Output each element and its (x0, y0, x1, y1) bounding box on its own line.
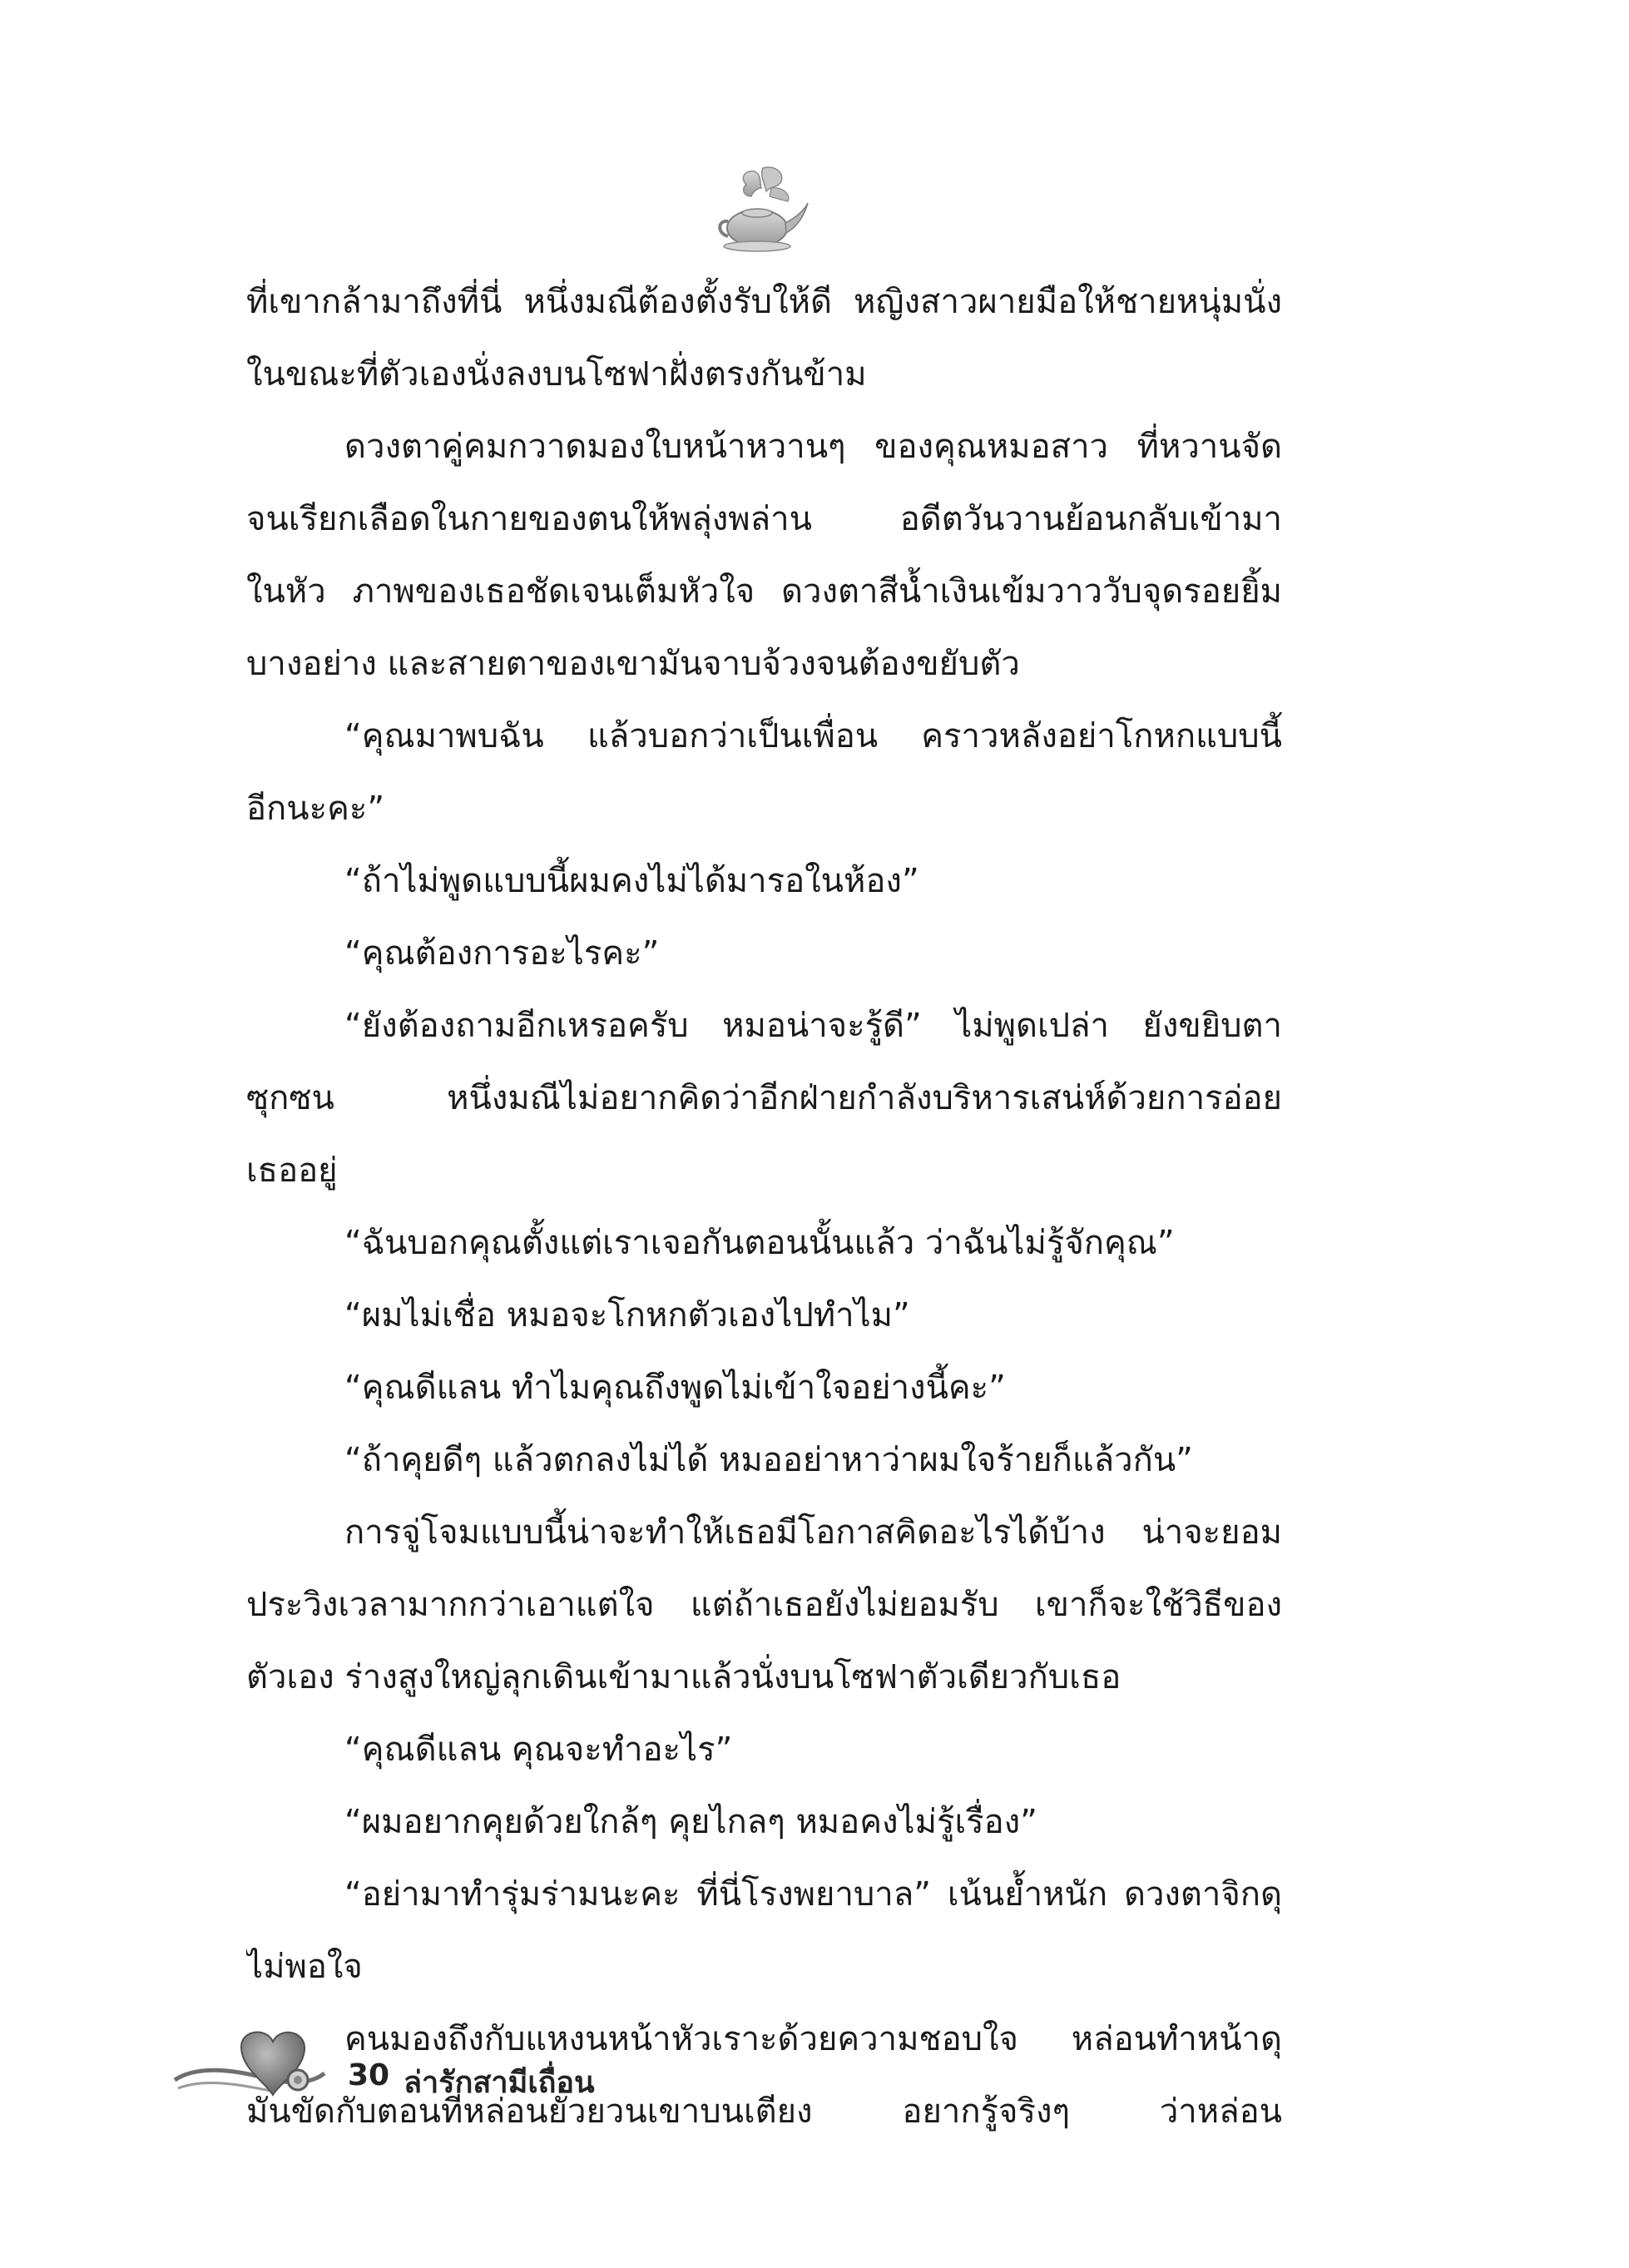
text-line: อีกนะคะ” (246, 790, 385, 828)
text-line: “อย่ามาทำรุ่มร่ามนะคะ ที่นี่โรงพยาบาล” เน้นย้ำหนัก ดวงตาจิกดุ (344, 1875, 1282, 1914)
heart-stethoscope-icon (166, 2022, 341, 2113)
text-line: “คุณดีแลน ทำไมคุณถึงพูดไม่เข้าใจอย่างนี้คะ” (344, 1369, 1006, 1407)
text-line: ประวิงเวลามากกว่าเอาแต่ใจ แต่ถ้าเธอยังไม่ยอมรับ เขาก็จะใช้วิธีของ (246, 1586, 1282, 1624)
body-text (246, 266, 1282, 2148)
text-line: มันขัดกับตอนที่หล่อนยั่วยวนเขาบนเตียง อยากรู้จริงๆ ว่าหล่อน (246, 2092, 1282, 2131)
page-footer (166, 2022, 749, 2122)
text-line: “ถ้าคุยดีๆ แล้วตกลงไม่ได้ หมออย่าหาว่าผมใจร้ายก็แล้วกัน” (344, 1441, 1193, 1479)
text-line: จนเรียกเลือดในกายของตนให้พลุ่งพล่าน อดีตวันวานย้อนกลับเข้ามา (246, 500, 1282, 538)
text-line: การจู่โจมแบบนี้น่าจะทำให้เธอมีโอกาสคิดอะไรได้บ้าง น่าจะยอม (344, 1513, 1282, 1552)
text-line: “คุณต้องการอะไรคะ” (344, 934, 660, 973)
text-line: “คุณมาพบฉัน แล้วบอกว่าเป็นเพื่อน คราวหลังอย่าโกหกแบบนี้ (344, 717, 1282, 755)
teapot-cupid-icon (711, 163, 811, 255)
text-line: ที่เขากล้ามาถึงที่นี่ หนึ่งมณีต้องตั้งรับให้ดี หญิงสาวผายมือให้ชายหนุ่มนั่ง (246, 283, 1282, 321)
text-line: “ผมไม่เชื่อ หมอจะโกหกตัวเองไปทำไม” (344, 1296, 910, 1335)
text-line: ดวงตาคู่คมกวาดมองใบหน้าหวานๆ ของคุณหมอสาว ที่หวานจัด (344, 428, 1282, 466)
text-line: ตัวเอง ร่างสูงใหญ่ลุกเดินเข้ามาแล้วนั่งบนโซฟาตัวเดียวกับเธอ (246, 1658, 1121, 1696)
book-title: ล่ารักสามีเถื่อน (404, 2066, 595, 2100)
text-line: ซุกซน หนึ่งมณีไม่อยากคิดว่าอีกฝ่ายกำลังบริหารเสน่ห์ด้วยการอ่อย (246, 1079, 1282, 1117)
text-line: “ฉันบอกคุณตั้งแต่เราเจอกันตอนนั้นแล้ว ว่าฉันไม่รู้จักคุณ” (344, 1224, 1175, 1262)
text-line: ในขณะที่ตัวเองนั่งลงบนโซฟาฝั่งตรงกันข้าม (246, 355, 867, 394)
text-line: เธออยู่ (246, 1151, 338, 1190)
text-line: ในหัว ภาพของเธอชัดเจนเต็มหัวใจ ดวงตาสีน้ำเงินเข้มวาววับจุดรอยยิ้ม (246, 572, 1282, 611)
text-line: “ผมอยากคุยด้วยใกล้ๆ คุยไกลๆ หมอคงไม่รู้เรื่อง” (344, 1803, 1037, 1841)
text-line: บางอย่าง และสายตาของเขามันจาบจ้วงจนต้องขยับตัว (246, 645, 1020, 683)
page-number: 30 (348, 2058, 390, 2092)
text-line: คนมองถึงกับแหงนหน้าหัวเราะด้วยความชอบใจ หล่อนทำหน้าดุ (344, 2020, 1282, 2058)
text-line: “ยังต้องถามอีกเหรอครับ หมอน่าจะรู้ดี” ไม่พูดเปล่า ยังขยิบตา (344, 1007, 1282, 1045)
text-line: ไม่พอใจ (246, 1948, 363, 1986)
text-line: “ถ้าไม่พูดแบบนี้ผมคงไม่ได้มารอในห้อง” (344, 862, 919, 900)
text-line: “คุณดีแลน คุณจะทำอะไร” (344, 1731, 733, 1769)
